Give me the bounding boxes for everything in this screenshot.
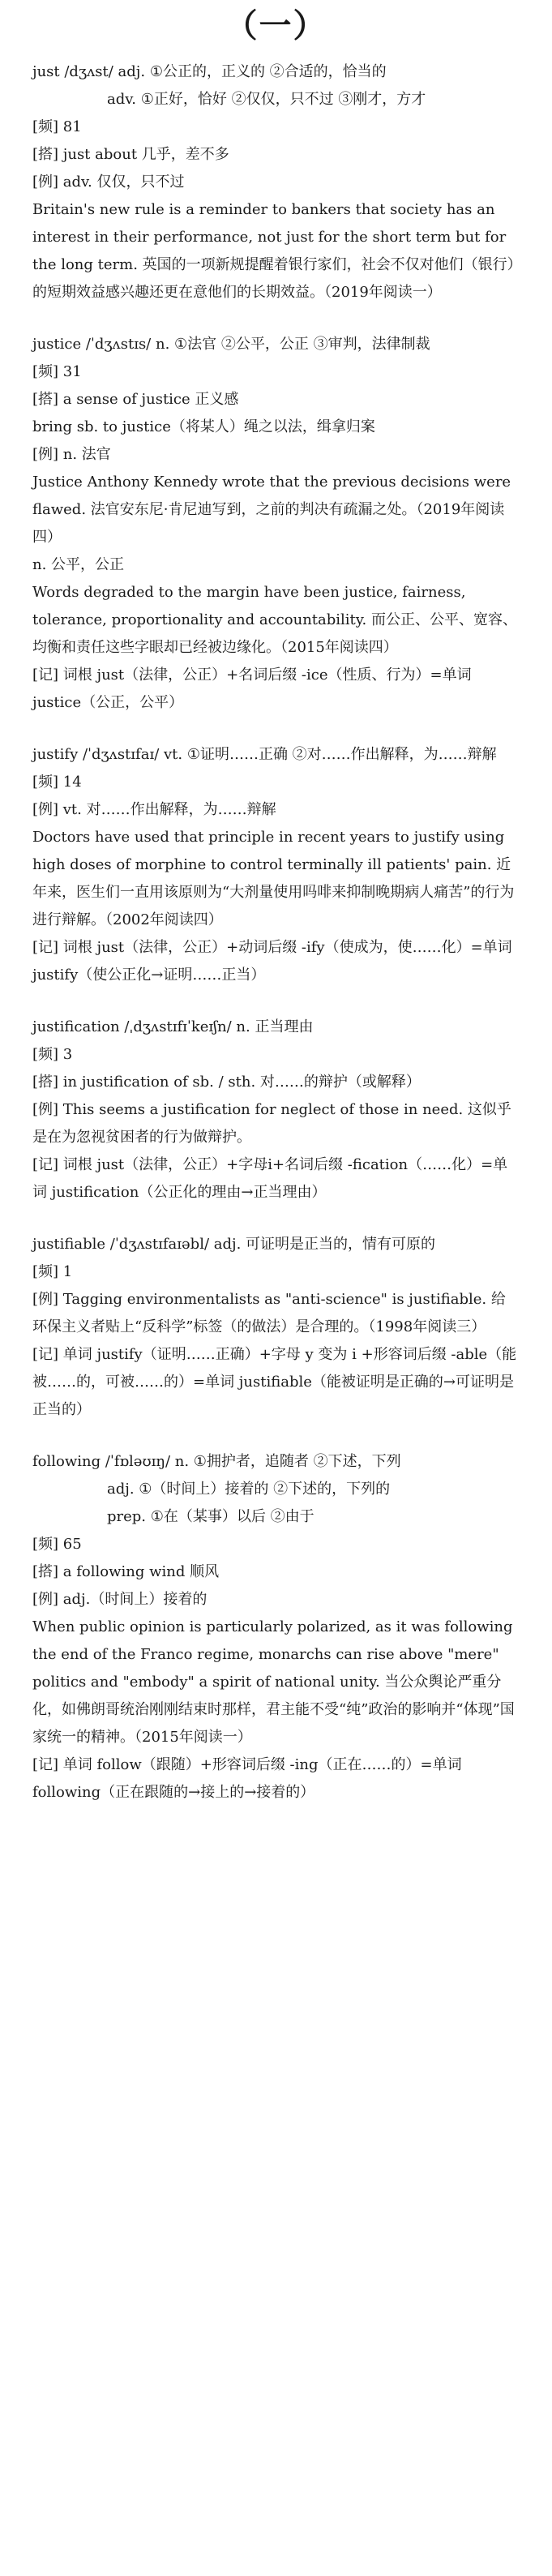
entry-paragraph: [记] 单词 justify（证明……正确）+字母 y 变为 i +形容词后缀 -able（能被……的，可被……的）=单词 justifiable（能被证明是正确的→可证明是正当的） [32, 1346, 517, 1418]
entry-line: [搭] in justification of sb. / sth. 对……的辩护（或解释） [32, 1074, 421, 1091]
entry-paragraph: [记] 词根 just（法律，公正）+名词后缀 -ice（性质、行为）=单词 justice（公正，公平） [32, 667, 472, 711]
entry-line: [例] adv. 仅仅，只不过 [32, 174, 185, 191]
entry-paragraph: Words degraded to the margin have been justice, fairness, tolerance, proportionality and accountability. 而公正、公平、宽容、均衡和责任这些字眼却已经被边缘化。（2015年阅读四） [32, 584, 517, 656]
entry-line: [搭] a sense of justice 正义感 [32, 391, 239, 408]
entry-head: justifiable /ˈdʒʌstɪfaɪəbl/ adj. 可证明是正当的，情有可原的 [32, 1236, 436, 1253]
entry-paragraph: [记] 词根 just（法律，公正）+动词后缀 -ify（使成为，使……化）=单词 justify（使公正化→证明……正当） [32, 939, 512, 984]
entry-line: n. 公平，公正 [32, 556, 125, 573]
entry-line: [搭] just about 几乎，差不多 [32, 146, 229, 163]
entry-line: [频] 81 [32, 118, 82, 135]
entry-head: justice /ˈdʒʌstɪs/ n. ①法官 ②公平，公正 ③审判，法律制裁 [32, 336, 430, 353]
entry-justifiable [32, 1231, 520, 1424]
entry-line: adv. ①正好，恰好 ②仅仅，只不过 ③刚才，方才 [107, 91, 426, 108]
entry-head: justify /ˈdʒʌstɪfaɪ/ vt. ①证明……正确 ②对……作出解释，为……辩解 [32, 746, 497, 763]
entry-justify [32, 741, 520, 989]
entry-head: following /ˈfɒləʊɪŋ/ n. ①拥护者，追随者 ②下述，下列 [32, 1453, 401, 1470]
entry-paragraph: Justice Anthony Kennedy wrote that the previous decisions were flawed. 法官安东尼·肯尼迪写到，之前的判决有疏漏之处。（2019年阅读四） [32, 474, 511, 546]
entry-list [0, 45, 552, 1807]
entry-justification [32, 1014, 520, 1207]
entry-line: [频] 65 [32, 1536, 82, 1553]
entry-paragraph: [记] 单词 follow（跟随）+形容词后缀 -ing（正在……的）=单词 following（正在跟随的→接上的→接着的） [32, 1756, 462, 1801]
entry-line: prep. ①在（某事）以后 ②由于 [107, 1508, 315, 1525]
entry-line: [频] 3 [32, 1046, 73, 1063]
entry-paragraph: [记] 词根 just（法律，公正）+字母i+名词后缀 -fication（……化）=单词 justification（公正化的理由→正当理由） [32, 1156, 508, 1201]
entry-line: [搭] a following wind 顺风 [32, 1563, 220, 1580]
entry-paragraph: Britain's new rule is a reminder to bankers that society has an interest in their performance, not just for the short term but for the long term. 英国的一项新规提醒着银行家们，社会不仅对他们（银行）的短期效益感兴趣还更在意他们的长期效益。（2019年阅读一） [32, 201, 515, 301]
entry-line: adj. ①（时间上）接着的 ②下述的，下列的 [107, 1481, 391, 1498]
entry-line: [频] 1 [32, 1263, 73, 1280]
entry-just [32, 58, 520, 306]
entry-paragraph: [例] This seems a justification for neglect of those in need. 这似乎是在为忽视贫困者的行为做辩护。 [32, 1101, 511, 1146]
entry-head: just /dʒʌst/ adj. ①公正的，正义的 ②合适的，恰当的 [32, 63, 387, 80]
entry-line: [频] 31 [32, 363, 82, 380]
entry-head: justification /ˌdʒʌstɪfɪˈkeɪʃn/ n. 正当理由 [32, 1018, 314, 1035]
entry-paragraph: [例] Tagging environmentalists as "anti-science" is justifiable. 给环保主义者贴上“反科学”标签（的做法）是合理的。（1998年阅读三） [32, 1291, 506, 1335]
page-title: （一） [225, 6, 327, 45]
entry-following [32, 1448, 520, 1807]
entry-line: [例] vt. 对……作出解释，为……辩解 [32, 801, 276, 818]
entry-paragraph: Doctors have used that principle in recent years to justify using high doses of morphine to control terminally ill patients' pain. 近年来，医生们一直用该原则为“大剂量使用吗啡来抑制晚期病人痛苦”的行为进行辩解。（2002年阅读四） [32, 829, 515, 928]
entry-line: [例] adj.（时间上）接着的 [32, 1591, 208, 1608]
entry-paragraph: When public opinion is particularly polarized, as it was following the end of the Franco regime, monarchs can rise above "mere" politics and "embody" a spirit of national unity. 当公众舆论严重分化，如佛朗哥统治刚刚结束时那样，君主能不受“纯”政治的影响并“体现”国家统一的精神。（2015年阅读一） [32, 1618, 515, 1746]
entry-line: [频] 14 [32, 774, 82, 791]
entry-justice [32, 331, 520, 717]
entry-line: bring sb. to justice（将某人）绳之以法，缉拿归案 [32, 418, 375, 435]
entry-line: [例] n. 法官 [32, 446, 111, 463]
